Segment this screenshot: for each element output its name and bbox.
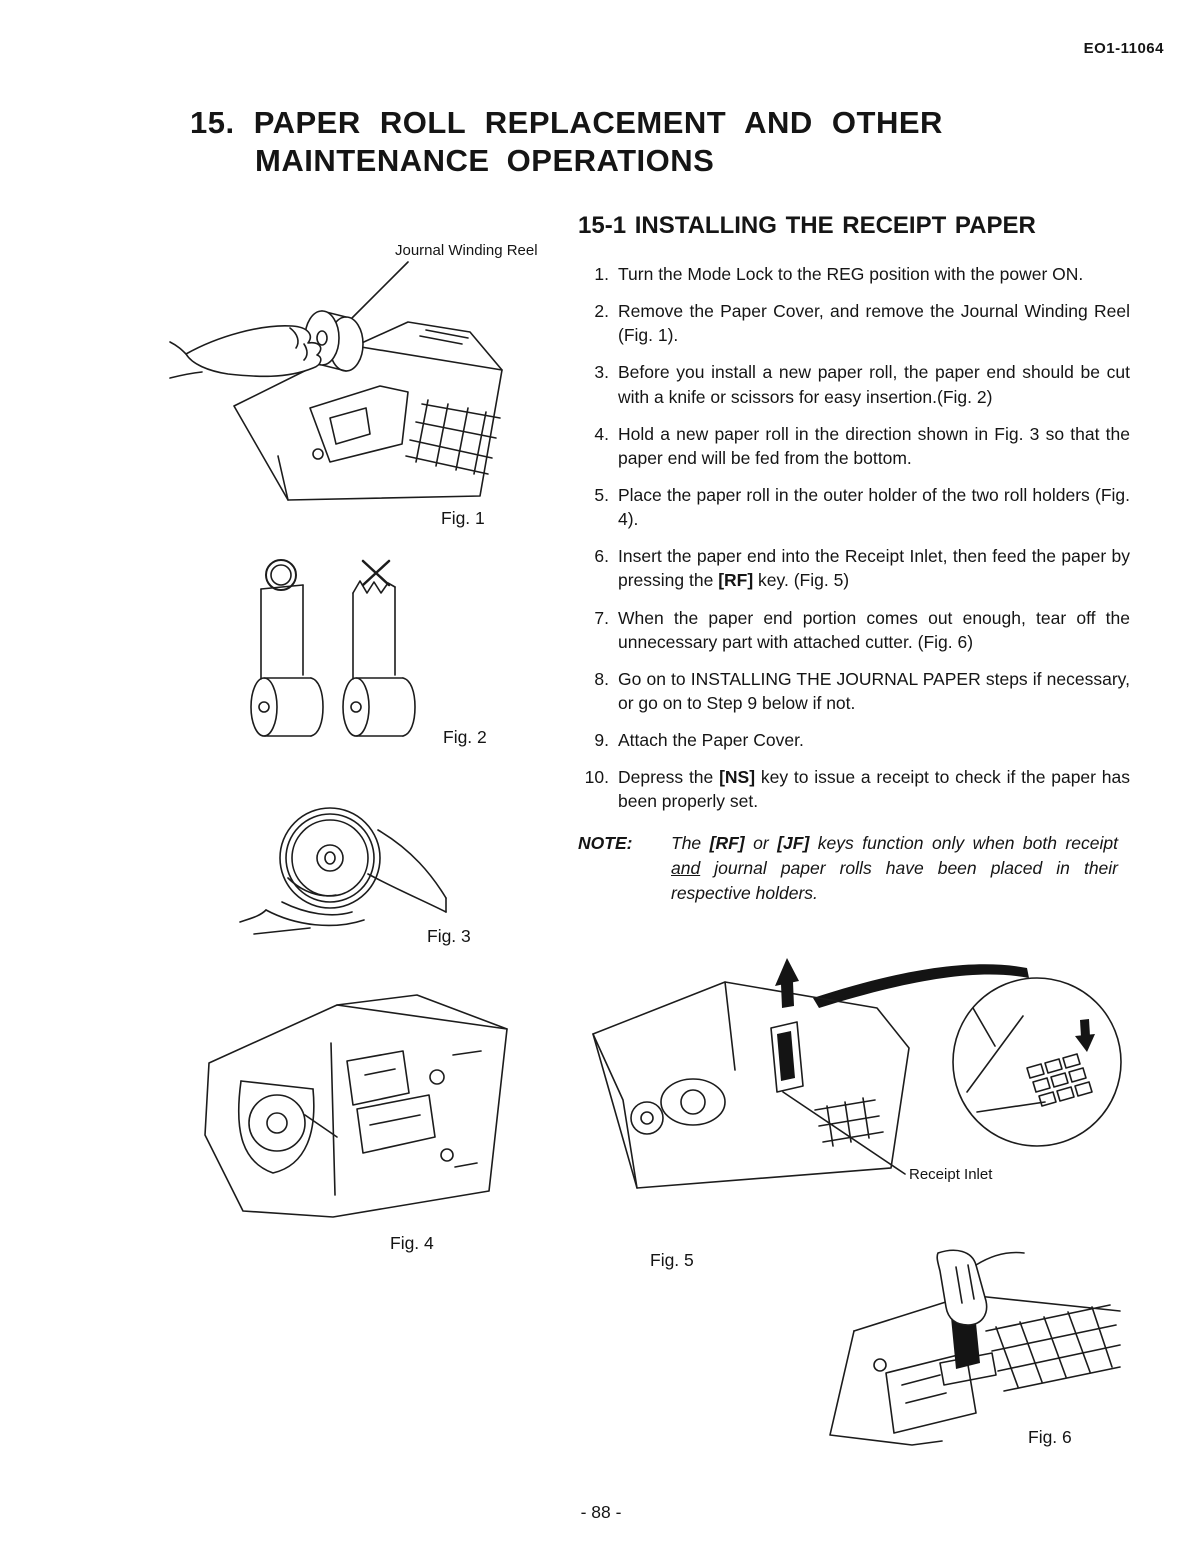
figure-2 bbox=[215, 555, 487, 755]
jf-key-label: [JF] bbox=[777, 832, 810, 853]
figure-caption: Fig. 5 bbox=[650, 1250, 694, 1270]
fig1-illustration bbox=[170, 258, 530, 508]
step-text bbox=[618, 544, 1130, 592]
step-text: Before you install a new paper roll, the paper end should be cut with a knife or scissors for easy insertion.(Fig. 2) bbox=[618, 362, 1130, 407]
note-block bbox=[578, 831, 1130, 907]
step-text: Attach the Paper Cover. bbox=[618, 730, 804, 751]
step-text: Remove the Paper Cover, and remove the Journal Winding Reel (Fig. 1). bbox=[618, 301, 1130, 346]
note-segment: keys function only when both receipt bbox=[809, 832, 1118, 853]
page-number: - 88 - bbox=[580, 1502, 622, 1522]
step-text: Turn the Mode Lock to the REG position with the power ON. bbox=[618, 264, 1084, 284]
figure-3 bbox=[230, 790, 471, 950]
step-number: 10. bbox=[584, 767, 609, 788]
step-item bbox=[578, 422, 1130, 470]
step-number: 9. bbox=[594, 730, 609, 751]
step-text-segment: key to issue a receipt to check if the paper has been properly set. bbox=[618, 767, 1130, 812]
fig2-illustration bbox=[215, 555, 475, 755]
receipt-inlet-label: Receipt Inlet bbox=[909, 1166, 993, 1183]
note-text bbox=[671, 831, 1130, 907]
step-item bbox=[578, 765, 1130, 813]
figure-1 bbox=[170, 242, 538, 538]
figure-5 bbox=[575, 950, 1135, 1280]
step-item bbox=[578, 667, 1130, 715]
step-text-segment: Insert the paper end into the Receipt Inlet, then feed the paper by pressing the bbox=[618, 546, 1130, 591]
fig4-illustration bbox=[185, 985, 515, 1230]
note-segment: The bbox=[671, 832, 710, 853]
step-number: 4. bbox=[594, 423, 609, 444]
note-underline-segment: and bbox=[671, 857, 701, 878]
step-item bbox=[578, 483, 1130, 531]
step-number: 3. bbox=[594, 362, 609, 383]
document-code: EO1-11064 bbox=[1083, 40, 1164, 57]
figure-caption: Fig. 2 bbox=[443, 727, 487, 747]
step-item bbox=[578, 544, 1130, 592]
step-text: Go on to INSTALLING THE JOURNAL PAPER steps if necessary, or go on to Step 9 below if not. bbox=[618, 668, 1130, 713]
step-text-segment: Depress the bbox=[618, 767, 720, 788]
step-number: 6. bbox=[594, 546, 609, 567]
step-item bbox=[578, 262, 1130, 286]
step-item bbox=[578, 299, 1130, 347]
instruction-steps bbox=[578, 262, 1130, 907]
journal-winding-reel-label: Journal Winding Reel bbox=[395, 242, 538, 259]
note-segment: or bbox=[744, 832, 778, 853]
figure-4 bbox=[185, 985, 515, 1265]
step-text bbox=[618, 765, 1130, 813]
page-title-line1: 15. PAPER ROLL REPLACEMENT AND OTHER bbox=[190, 105, 943, 140]
figure-caption: Fig. 1 bbox=[441, 508, 485, 528]
step-number: 7. bbox=[594, 607, 609, 628]
step-item bbox=[578, 360, 1130, 408]
figure-caption: Fig. 6 bbox=[1028, 1427, 1072, 1447]
note-label: NOTE: bbox=[578, 832, 633, 853]
section-title: 15-1 INSTALLING THE RECEIPT PAPER bbox=[578, 212, 1036, 239]
fig5-illustration bbox=[575, 950, 1125, 1260]
fig6-illustration bbox=[790, 1245, 1120, 1450]
rf-key-label: [RF] bbox=[709, 832, 745, 853]
step-number: 2. bbox=[594, 301, 609, 322]
step-text-segment: key. (Fig. 5) bbox=[753, 570, 850, 591]
page-title-line2: MAINTENANCE OPERATIONS bbox=[255, 142, 715, 178]
step-item bbox=[578, 728, 1130, 752]
step-text: Place the paper roll in the outer holder of the two roll holders (Fig. 4). bbox=[618, 484, 1130, 530]
figure-caption: Fig. 3 bbox=[427, 926, 471, 946]
step-item bbox=[578, 606, 1130, 654]
rf-key-label: [RF] bbox=[718, 570, 754, 591]
figure-caption: Fig. 4 bbox=[390, 1233, 434, 1253]
note-segment: journal paper rolls have been placed in their respective holders. bbox=[671, 857, 1118, 904]
step-text: When the paper end portion comes out enough, tear off the unnecessary part with attached cutter. (Fig. 6) bbox=[618, 607, 1130, 652]
figure-6 bbox=[790, 1245, 1120, 1455]
step-number: 5. bbox=[594, 484, 609, 505]
page-title bbox=[190, 104, 943, 180]
fig3-illustration bbox=[230, 790, 450, 940]
ns-key-label: [NS] bbox=[719, 767, 756, 788]
step-text: Hold a new paper roll in the direction shown in Fig. 3 so that the paper end will be fed from the bottom. bbox=[618, 423, 1130, 468]
step-number: 8. bbox=[594, 668, 609, 689]
step-number: 1. bbox=[594, 264, 609, 284]
